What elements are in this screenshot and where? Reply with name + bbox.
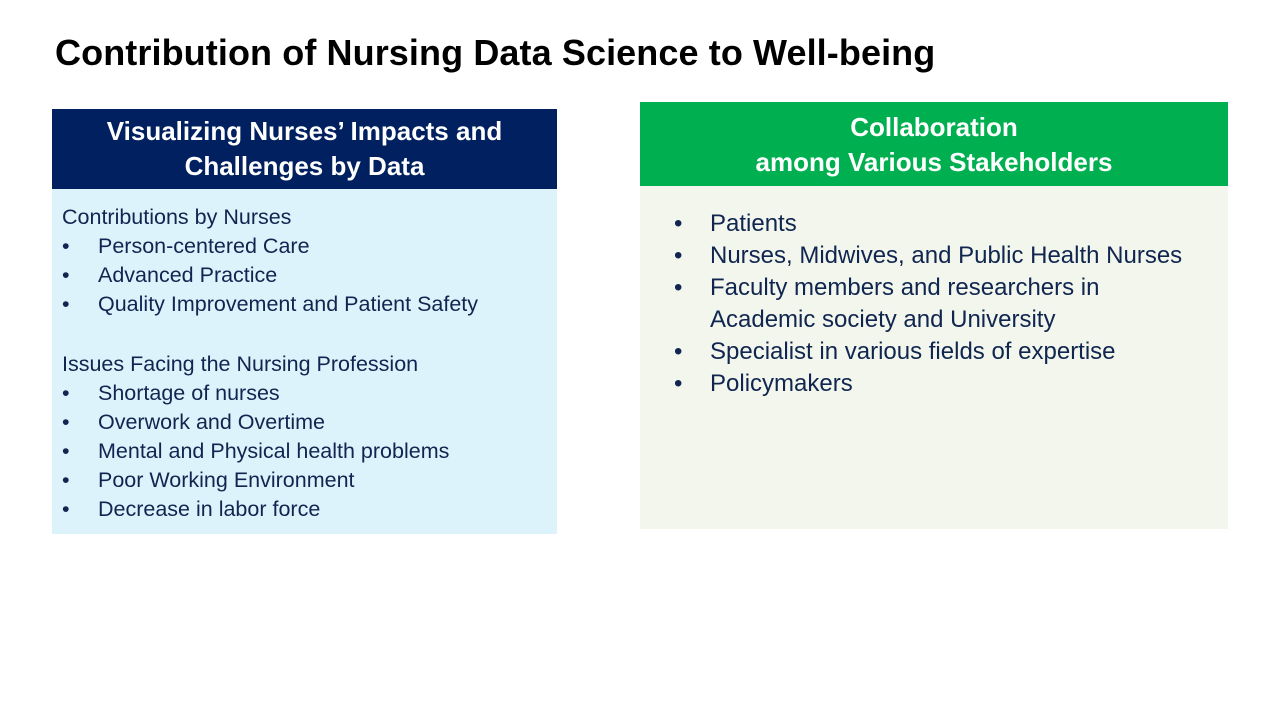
contribution-item: • Person-centered Care xyxy=(62,232,557,261)
collaboration-panel-header xyxy=(640,102,1228,186)
contributions-list xyxy=(62,232,557,319)
issues-title: Issues Facing the Nursing Profession xyxy=(62,352,419,376)
impacts-header-line-2: Challenges by Data xyxy=(184,151,425,181)
section-spacer xyxy=(62,319,557,350)
issues-list xyxy=(62,379,557,524)
contribution-item: • Quality Improvement and Patient Safety xyxy=(62,290,557,319)
issue-item: • Shortage of nurses xyxy=(62,379,557,408)
impacts-panel-header xyxy=(52,109,557,189)
stakeholder-item: • Specialist in various fields of expertise xyxy=(674,336,1184,368)
stakeholder-item: • Policymakers xyxy=(674,368,1184,400)
contribution-item: • Advanced Practice xyxy=(62,261,557,290)
collaboration-header-line-2: among Various Stakeholders xyxy=(755,147,1113,177)
stakeholder-item: • Patients xyxy=(674,208,1184,240)
stakeholders-list xyxy=(674,208,1228,400)
stakeholder-item: • Faculty members and researchers in Academic society and University xyxy=(674,272,1184,336)
collaboration-panel-body xyxy=(640,186,1228,529)
issue-item: • Poor Working Environment xyxy=(62,466,557,495)
stakeholder-item: • Nurses, Midwives, and Public Health Nurses xyxy=(674,240,1184,272)
issue-item: • Overwork and Overtime xyxy=(62,408,557,437)
impacts-panel-body xyxy=(52,189,557,534)
impacts-header-line-1: Visualizing Nurses’ Impacts and xyxy=(106,116,503,146)
slide-title: Contribution of Nursing Data Science to Well-being xyxy=(55,32,936,73)
issue-item: • Decrease in labor force xyxy=(62,495,557,524)
contributions-title: Contributions by Nurses xyxy=(62,205,292,229)
collaboration-header-line-1: Collaboration xyxy=(850,112,1018,142)
issue-item: • Mental and Physical health problems xyxy=(62,437,557,466)
